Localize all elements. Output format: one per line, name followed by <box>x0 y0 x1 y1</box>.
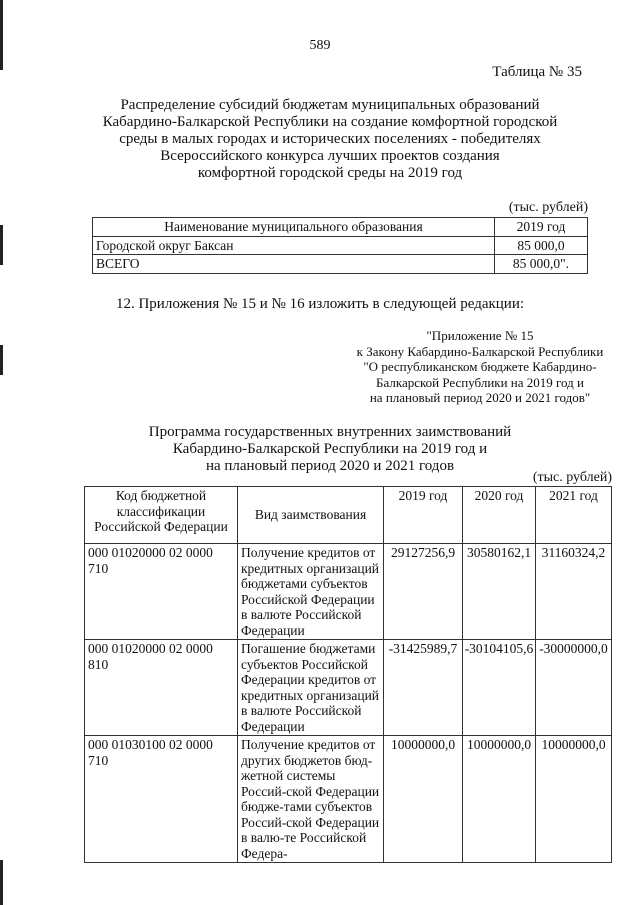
header-cell: 2020 год <box>463 487 536 544</box>
title-line: Кабардино-Балкарской Республики на создание комфортной городской <box>102 114 558 130</box>
cell: ВСЕГО <box>93 255 495 274</box>
units-label: (тыс. рублей) <box>508 200 588 215</box>
table-row <box>93 255 588 274</box>
value-cell: 29127256,9 <box>384 544 463 640</box>
value-cell: -30104105,6 <box>463 640 536 736</box>
code-cell: 000 01020000 02 0000 710 <box>85 544 238 640</box>
title-1 <box>60 97 600 182</box>
scan-edge <box>0 345 3 375</box>
scan-edge <box>0 225 3 265</box>
description-cell: Получение кредитов от других бюджетов бюд-жетной системы Россий-ской Федерации бюдже-тами субъектов Россий-ской Федерации в валю-те Российской Федера- <box>238 736 384 863</box>
page-number: 589 <box>309 38 331 53</box>
appendix-line: к Закону Кабардино-Балкарской Республики <box>356 343 604 359</box>
value-cell: 10000000,0 <box>536 736 612 863</box>
cell: 85 000,0". <box>495 255 588 274</box>
table-header-row <box>93 218 588 237</box>
value-cell: 31160324,2 <box>536 544 612 640</box>
header-cell: 2021 год <box>536 487 612 544</box>
scan-edge <box>0 860 3 905</box>
borrowing-table <box>84 486 612 863</box>
value-cell: 30580162,1 <box>463 544 536 640</box>
paragraph: 12. Приложения № 15 и № 16 изложить в следующей редакции: <box>115 296 525 312</box>
code-cell: 000 01020000 02 0000 810 <box>85 640 238 736</box>
appendix-line: "Приложение № 15 <box>426 328 534 343</box>
cell: Городской округ Баксан <box>93 236 495 255</box>
table-header-row <box>85 487 612 544</box>
code-cell: 000 01030100 02 0000 710 <box>85 736 238 863</box>
header-cell: 2019 год <box>384 487 463 544</box>
scan-edge <box>0 0 3 70</box>
table-label: Таблица № 35 <box>492 64 582 80</box>
appendix-line: Балкарской Республики на 2019 год и <box>375 374 584 390</box>
table-row <box>85 640 612 736</box>
cell: 85 000,0 <box>495 236 588 255</box>
table-row <box>85 736 612 863</box>
value-cell: 10000000,0 <box>384 736 463 863</box>
subsidy-table <box>92 217 588 274</box>
appendix-line: "О республиканском бюджете Кабардино- <box>363 359 597 374</box>
title-line: Программа государственных внутренних заимствований <box>148 424 512 440</box>
header-cell: Наименование муниципального образования <box>93 218 495 237</box>
header-cell: Код бюджетной классификации Российской Федерации <box>85 487 238 544</box>
title-line: Всероссийского конкурса лучших проектов создания <box>160 148 500 164</box>
title-2 <box>60 424 600 475</box>
table-row <box>93 236 588 255</box>
appendix-header <box>335 328 625 406</box>
title-line: Кабардино-Балкарской Республики на 2019 год и <box>172 441 488 457</box>
description-cell: Погашение бюджетами субъектов Российской Федерации кредитов от кредитных организаций в валюте Российской Федерации <box>238 640 384 736</box>
title-line: на плановый период 2020 и 2021 годов <box>205 458 455 474</box>
value-cell: -30000000,0 <box>536 640 612 736</box>
appendix-line: на плановый период 2020 и 2021 годов" <box>369 390 591 405</box>
header-cell: Вид заимствования <box>238 487 384 544</box>
table-row <box>85 544 612 640</box>
title-line: Распределение субсидий бюджетам муниципальных образований <box>120 97 540 113</box>
value-cell: 10000000,0 <box>463 736 536 863</box>
header-cell: 2019 год <box>495 218 588 237</box>
description-cell: Получение кредитов от кредитных организаций бюджетами субъектов Российской Федерации в валюте Российской Федерации <box>238 544 384 640</box>
value-cell: -31425989,7 <box>384 640 463 736</box>
units-label: (тыс. рублей) <box>532 470 612 485</box>
title-line: комфортной городской среды на 2019 год <box>197 165 463 181</box>
title-line: среды в малых городах и исторических поселениях - победителях <box>119 131 541 147</box>
